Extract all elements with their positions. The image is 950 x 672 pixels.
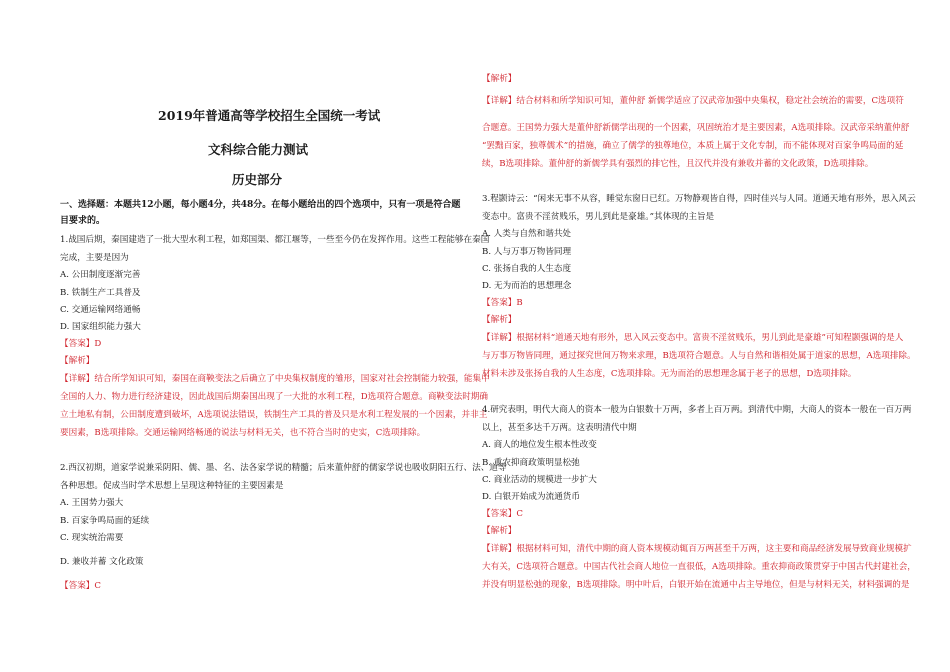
question-1-stem: 1.战国后期，秦国建造了一批大型水利工程，如郑国渠、都江堰等，一些至今仍在发挥作用。这些工程能够在秦国 bbox=[60, 235, 490, 245]
exam-title: 2019年普通高等学校招生全国统一考试 bbox=[158, 108, 381, 123]
question-2-analysis-label: 【解析】 bbox=[482, 74, 517, 84]
question-1-detail: 【详解】结合所学知识可知，秦国在商鞅变法之后确立了中央集权制度的雏形，国家对社会控制能力较强，能集中 bbox=[60, 374, 490, 384]
question-4-option: C. 商业活动的规模进一步扩大 bbox=[482, 475, 597, 485]
question-3-option: B. 人与万事万物皆同理 bbox=[482, 247, 572, 257]
question-1-detail: 要因素，B选项排除。交通运输网络畅通的说法与材料无关，也不符合当时的史实，C选项排除。 bbox=[60, 428, 426, 438]
instructions-line: 目要求的。 bbox=[60, 216, 106, 226]
question-1-analysis-label: 【解析】 bbox=[60, 356, 95, 366]
question-1-answer: 【答案】D bbox=[60, 339, 102, 349]
question-3-option: C. 张扬自我的人生态度 bbox=[482, 264, 572, 274]
question-2-stem: 各种思想。促成当时学术思想上呈现这种特征的主要因素是 bbox=[60, 481, 284, 491]
question-3-stem: 变态中。富贵不淫贫贱乐，男儿到此是豪雄。”其体现的主旨是 bbox=[482, 212, 715, 222]
instructions-line: 一、选择题：本题共12小题，每小题4分，共48分。在每小题给出的四个选项中，只有一项是符合题 bbox=[60, 200, 461, 210]
question-3-option: A. 人类与自然和谐共处 bbox=[482, 229, 572, 239]
question-2-answer: 【答案】C bbox=[60, 581, 101, 591]
question-2-detail: 【详解】结合材料和所学知识可知，董仲舒 新儒学适应了汉武帝加强中央集权，稳定社会统治的需要，C选项符 bbox=[482, 96, 904, 106]
question-1-option: B. 铁制生产工具普及 bbox=[60, 288, 141, 298]
question-2-option: B. 百家争鸣局面的延续 bbox=[60, 516, 150, 526]
question-3-analysis-label: 【解析】 bbox=[482, 315, 517, 325]
question-3-option: D. 无为而治的思想理念 bbox=[482, 281, 572, 291]
question-4-stem: 4.研究表明，明代大商人的资本一般为白银数十万两，多者上百万两。到清代中期，大商人的资本一般在一百万两 bbox=[482, 405, 912, 415]
question-2-option: C. 现实统治需要 bbox=[60, 533, 124, 543]
question-3-detail: 【详解】根据材料“道通天地有形外，思入风云变态中。富贵不淫贫贱乐，男儿到此是豪雄”可知程颢强调的是人 bbox=[482, 333, 904, 343]
exam-subtitle: 文科综合能力测试 bbox=[208, 142, 309, 157]
question-4-option: A. 商人的地位发生根本性改变 bbox=[482, 440, 597, 450]
question-1-detail: 全国的人力、物力进行经济建设，因此战国后期秦国出现了一大批的水利工程，D选项符合题意。商鞅变法时期确 bbox=[60, 392, 488, 402]
question-1-option: A. 公田制度逐渐完善 bbox=[60, 270, 141, 280]
question-4-detail: 【详解】根据材料可知，清代中期的商人资本规模动辄百万两甚至千万两，这主要和商品经济发展导致商业规模扩 bbox=[482, 544, 912, 554]
question-2-detail: 续，B选项排除。董仲舒的新儒学具有强烈的排它性，且汉代并没有兼收并蓄的文化政策，D选项排除。 bbox=[482, 159, 874, 169]
question-1-detail: 立土地私有制，公田制度遭到破坏，A选项说法错误，铁制生产工具的普及只是水利工程发展的一个因素，并非主 bbox=[60, 410, 488, 420]
question-3-answer: 【答案】B bbox=[482, 298, 523, 308]
question-1-option: D. 国家组织能力强大 bbox=[60, 322, 141, 332]
section-title: 历史部分 bbox=[232, 172, 283, 187]
question-4-detail: 并没有明显松弛的现象，B选项排除。明中叶后，白银开始在流通中占主导地位，但是与材料无关，材料强调的是 bbox=[482, 580, 910, 590]
question-4-option: D. 白银开始成为流通货币 bbox=[482, 492, 580, 502]
question-4-detail: 大有关，C选项符合题意。中国古代社会商人地位一直很低，A选项排除。重农抑商政策贯穿于中国古代封建社会， bbox=[482, 562, 916, 572]
question-4-option: B. 重农抑商政策明显松弛 bbox=[482, 458, 580, 468]
question-1-stem: 完成，主要是因为 bbox=[60, 253, 129, 263]
question-4-analysis-label: 【解析】 bbox=[482, 526, 517, 536]
question-2-detail: 合题意。王国势力强大是董仲舒新儒学出现的一个因素，巩固统治才是主要因素，A选项排除。汉武帝采纳董仲舒 bbox=[482, 123, 910, 133]
question-3-detail: 材料未涉及张扬自我的人生态度，C选项排除。无为而治的思想理念属于老子的思想，D选项排除。 bbox=[482, 369, 857, 379]
question-2-option: D. 兼收并蓄 文化政策 bbox=[60, 557, 144, 567]
question-3-stem: 3.程颢诗云：“闲来无事不从容，睡觉东窗日已红。万物静观皆自得，四时佳兴与人同。道通天地有形外，思入风云 bbox=[482, 194, 916, 204]
question-3-detail: 与万事万物皆同理，通过探究世间万物来求理，B选项符合题意。人与自然和谐相处属于道家的思想，A选项排除。 bbox=[482, 351, 916, 361]
question-4-answer: 【答案】C bbox=[482, 509, 523, 519]
question-2-stem: 2.西汉初期，道家学说兼采阴阳、儒、墨、名、法各家学说的精髓；后来董仲舒的儒家学说也吸收阴阳五行、法、道等 bbox=[60, 463, 507, 473]
question-2-detail: “罢黜百家，独尊儒术”的措施，确立了儒学的独尊地位，本质上属于文化专制，而不能体现对百家争鸣局面的延 bbox=[482, 141, 904, 151]
question-1-option: C. 交通运输网络通畅 bbox=[60, 305, 141, 315]
question-2-option: A. 王国势力强大 bbox=[60, 498, 124, 508]
question-4-stem: 以上，甚至多达千万两。这表明清代中期 bbox=[482, 423, 637, 433]
